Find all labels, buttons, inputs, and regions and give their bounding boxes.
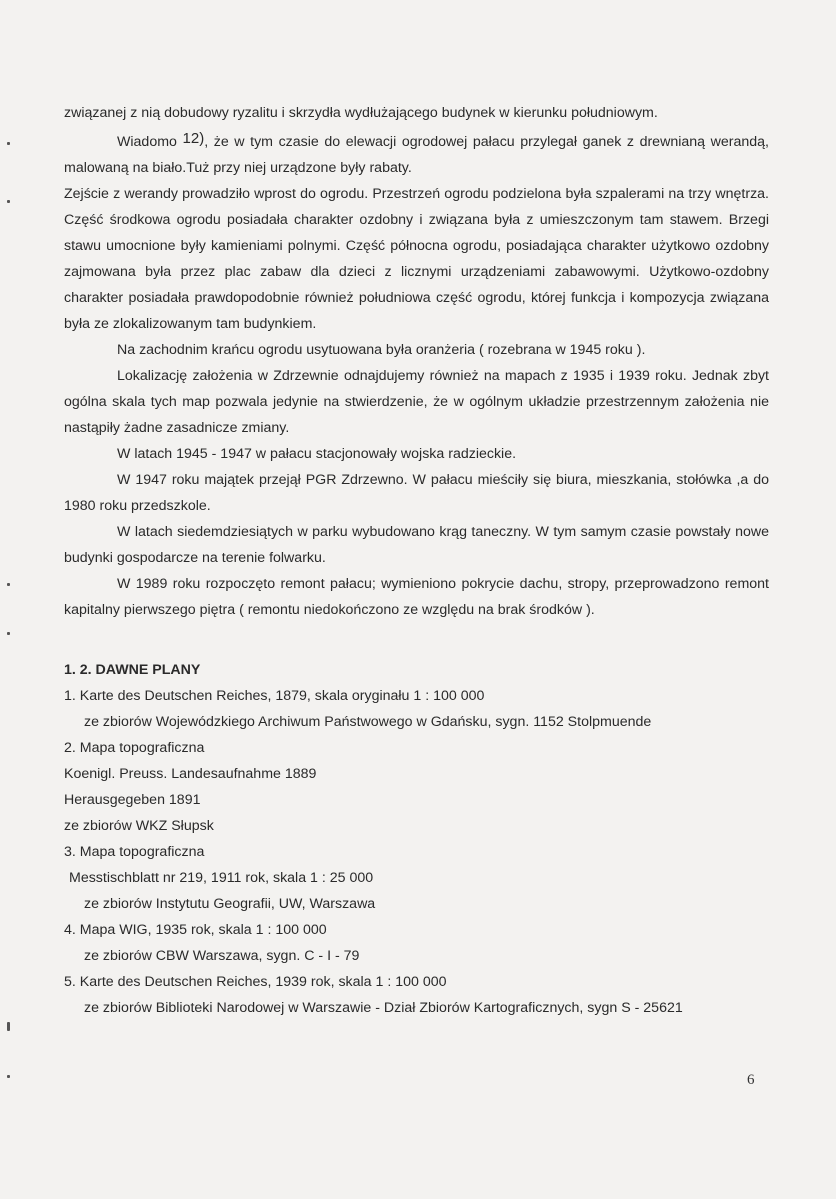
plan-list-item: Messtischblatt nr 219, 1911 rok, skala 1 : 25 000 (69, 870, 374, 886)
margin-mark (7, 142, 10, 145)
margin-mark (7, 1075, 10, 1078)
plan-list-item: ze zbiorów Wojewódzkiego Archiwum Państwowego w Gdańsku, sygn. 1152 Stolpmuende (84, 714, 652, 730)
paragraph: W 1989 roku rozpoczęto remont pałacu; wymieniono pokrycie dachu, stropy, przeprowadzono remont kapitalny pierwszego piętra ( remontu niedokończono ze względu na brak środków ). (64, 576, 769, 618)
paragraph (64, 126, 769, 181)
plan-list-item: ze zbiorów Instytutu Geografii, UW, Warszawa (84, 896, 376, 912)
margin-mark (7, 200, 10, 203)
body-text (64, 100, 769, 1021)
paragraph: Lokalizację założenia w Zdrzewnie odnajdujemy również na mapach z 1935 i 1939 roku. Jednak zbyt ogólna skala tych map pozwala jedynie na stwierdzenie, że w ogólnym układzie przestrzennym założenia nie nastąpiły żadne zasadnicze zmiany. (64, 368, 769, 436)
section-heading: 1. 2. DAWNE PLANY (64, 662, 201, 678)
plans-list (64, 683, 769, 1021)
plan-list-item: Herausgegeben 1891 (64, 792, 201, 808)
plan-list-item: ze zbiorów CBW Warszawa, sygn. C - I - 79 (84, 948, 360, 964)
margin-mark (7, 632, 10, 635)
paragraph: Zejście z werandy prowadziło wprost do ogrodu. Przestrzeń ogrodu podzielona była szpalerami na trzy wnętrza. Część środkowa ogrodu posiadała charakter ozdobny i związana była z umieszczonym tam stawem. Brzegi stawu umocnione były kamieniami polnymi. Część północna ogrodu, posiadająca charakter użytkowo ozdobny zajmowana była przez plac zabaw dla dzieci z licznymi urządzeniami zabawowymi. Użytkowo-ozdobny charakter posiadała prawdopodobnie również południowa część ogrodu, której funkcja i kompozycja związana była ze zlokalizowanym tam budynkiem. (64, 186, 769, 332)
plan-list-item: 5. Karte des Deutschen Reiches, 1939 rok, skala 1 : 100 000 (64, 974, 447, 990)
paragraph: W latach 1945 - 1947 w pałacu stacjonowały wojska radzieckie. (117, 446, 517, 462)
margin-mark (7, 583, 10, 586)
plan-list-item: 1. Karte des Deutschen Reiches, 1879, skala oryginału 1 : 100 000 (64, 688, 485, 704)
text-run: Wiadomo (117, 134, 183, 150)
plan-list-item: Koenigl. Preuss. Landesaufnahme 1889 (64, 766, 317, 782)
plan-list-item: 3. Mapa topograficzna (64, 844, 205, 860)
plan-list-item: 2. Mapa topograficzna (64, 740, 205, 756)
page-number: 6 (747, 1072, 755, 1088)
paragraph: W latach siedemdziesiątych w parku wybudowano krąg taneczny. W tym samym czasie powstały nowe budynki gospodarcze na terenie folwarku. (64, 524, 769, 566)
footnote-reference: 12) (182, 130, 205, 147)
plan-list-item: ze zbiorów Biblioteki Narodowej w Warszawie - Dział Zbiorów Kartograficznych, sygn S - 25621 (84, 1000, 683, 1016)
paragraph: związanej z nią dobudowy ryzalitu i skrzydła wydłużającego budynek w kierunku południowym. (64, 105, 658, 121)
paragraph: W 1947 roku majątek przejął PGR Zdrzewno. W pałacu mieściły się biura, mieszkania, stołówka ,a do 1980 roku przedszkole. (64, 472, 769, 514)
margin-mark (7, 1022, 10, 1031)
paragraph: Na zachodnim krańcu ogrodu usytuowana była oranżeria ( rozebrana w 1945 roku ). (117, 342, 646, 358)
plan-list-item: 4. Mapa WIG, 1935 rok, skala 1 : 100 000 (64, 922, 327, 938)
plan-list-item: ze zbiorów WKZ Słupsk (64, 818, 214, 834)
text-run: , że w tym czasie do elewacji ogrodowej pałacu przylegał ganek z drewnianą werandą, malowaną na biało.Tuż przy niej urządzone były rabaty. (64, 134, 769, 176)
